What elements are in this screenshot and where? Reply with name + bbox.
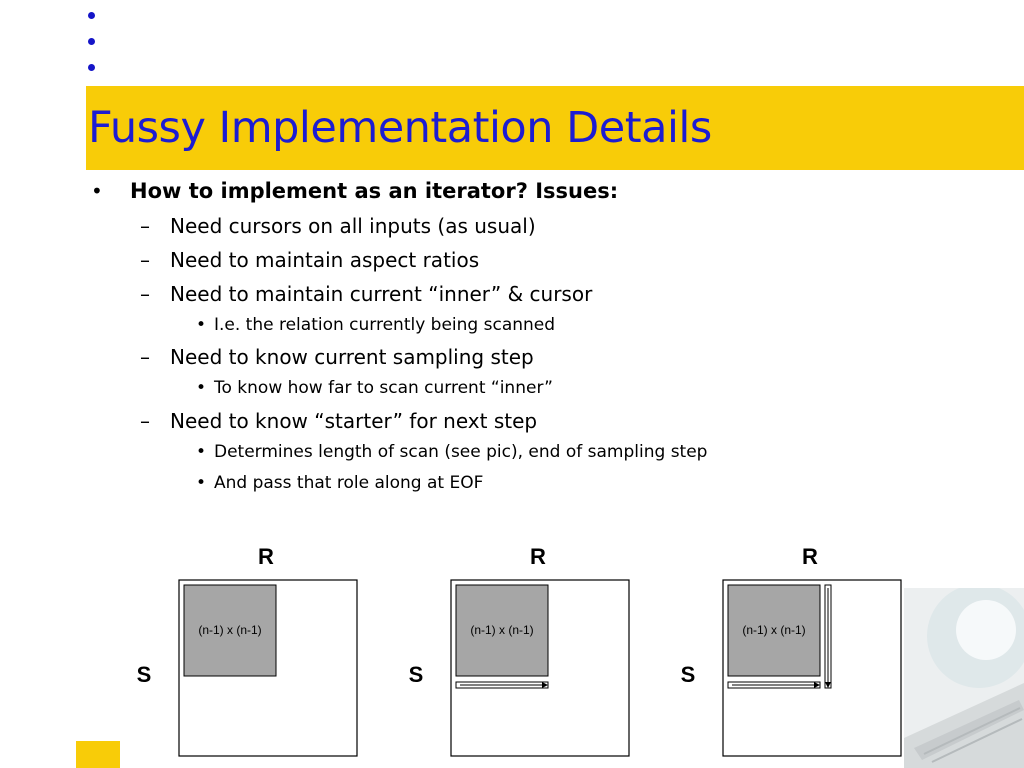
dot-icon <box>88 38 95 45</box>
cell-label: (n-1) x (n-1) <box>742 623 806 637</box>
bullet-level3: To know how far to scan current “inner” <box>214 378 553 398</box>
slide-title: Fussy Implementation Details <box>88 103 712 153</box>
panel-top-label: R <box>530 544 546 569</box>
dash-marker: – <box>140 214 150 238</box>
panel-top-label: R <box>802 544 818 569</box>
dot-icon <box>88 64 95 71</box>
ripple-join-figure <box>120 530 910 768</box>
bullet-level2: Need cursors on all inputs (as usual) <box>170 214 536 238</box>
decorative-photo <box>904 588 1024 768</box>
cell-label: (n-1) x (n-1) <box>198 623 262 637</box>
bullet-marker: • <box>91 179 103 203</box>
bullet-level3: Determines length of scan (see pic), end of sampling step <box>214 442 708 462</box>
dash-marker: – <box>140 345 150 369</box>
dash-marker: – <box>140 248 150 272</box>
panel-1 <box>137 544 357 756</box>
bullet-level2: Need to know current sampling step <box>170 345 534 369</box>
bullet-level2: Need to maintain aspect ratios <box>170 248 480 272</box>
panel-2 <box>409 544 629 756</box>
bullet-marker: • <box>196 442 207 462</box>
bullet-marker: • <box>196 378 207 398</box>
cell-label: (n-1) x (n-1) <box>470 623 534 637</box>
panel-3 <box>681 544 901 756</box>
bullet-level2: Need to maintain current “inner” & cursor <box>170 282 593 306</box>
bullet-marker: • <box>196 473 207 493</box>
bullet-marker: • <box>196 315 207 335</box>
panel-side-label: S <box>408 662 424 687</box>
bullet-level1: How to implement as an iterator? Issues: <box>130 179 619 203</box>
bullet-level3: I.e. the relation currently being scanned <box>214 315 556 335</box>
bullet-level2: Need to know “starter” for next step <box>170 409 538 433</box>
panel-side-label: S <box>680 662 696 687</box>
panel-side-label: S <box>136 662 152 687</box>
dash-marker: – <box>140 409 150 433</box>
corner-decoration <box>76 741 120 768</box>
panel-top-label: R <box>258 544 274 569</box>
bullet-level3: And pass that role along at EOF <box>214 473 484 493</box>
dash-marker: – <box>140 282 150 306</box>
dot-icon <box>88 12 95 19</box>
